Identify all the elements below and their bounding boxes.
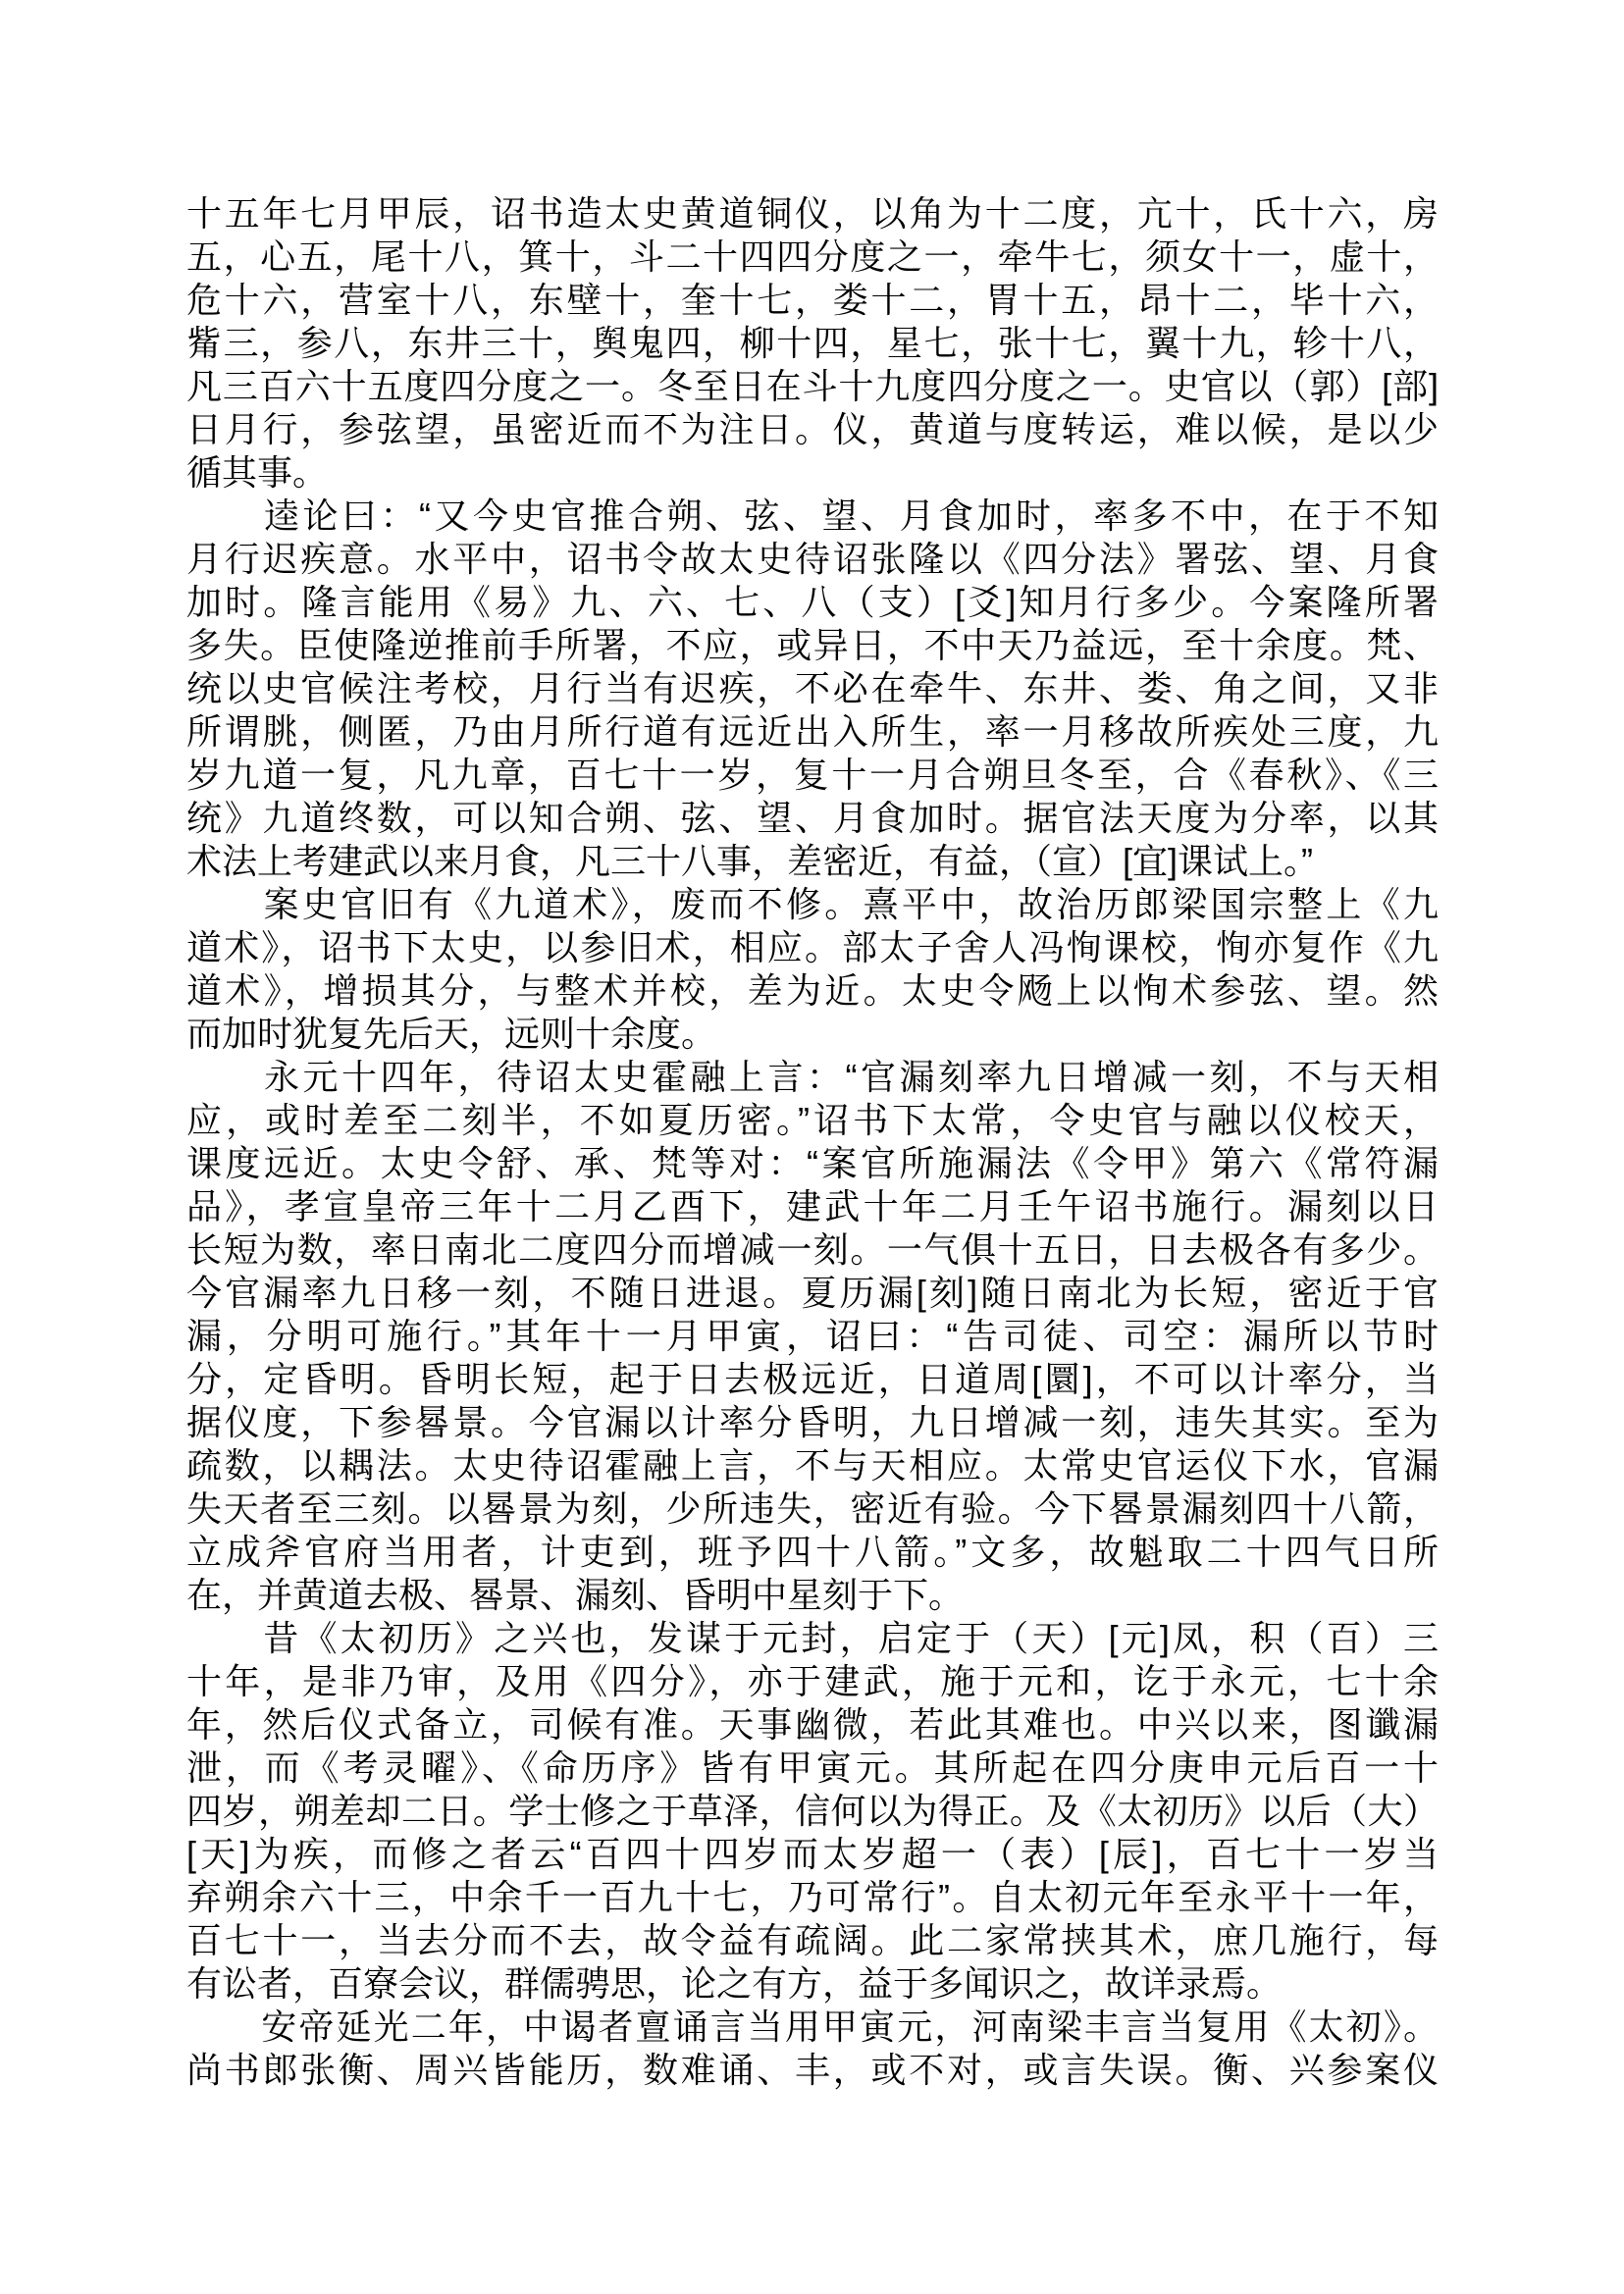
text-block	[186, 192, 1439, 2092]
text-line: 立成斧官府当用者，计吏到，班予四十八箭。”文多，故魁取二十四气日所	[186, 1532, 1439, 1572]
text-line: 在，并黄道去极、晷景、漏刻、昏明中星刻于下。	[186, 1575, 965, 1615]
text-line: 品》，孝宣皇帝三年十二月乙酉下，建武十年二月壬午诏书施行。漏刻以日	[186, 1186, 1439, 1226]
text-line: 所谓朓，侧匿，乃由月所行道有远近出入所生，率一月移故所疾处三度，九	[186, 711, 1439, 752]
text-line: 漏，分明可施行。”其年十一月甲寅，诏曰：“告司徒、司空：漏所以节时	[186, 1316, 1439, 1356]
text-line: 岁九道一复，凡九章，百七十一岁，复十一月合朔旦冬至，合《春秋》、《三	[186, 755, 1439, 795]
text-line: 弃朔余六十三，中余千一百九十七，乃可常行”。自太初元年至永平十一年，	[186, 1877, 1439, 1917]
text-line: 长短为数，率日南北二度四分而增减一刻。一气俱十五日，日去极各有多少。	[186, 1229, 1439, 1270]
text-line: 永元十四年，待诏太史霍融上言：“官漏刻率九日增减一刻，不与天相	[186, 1057, 1439, 1097]
text-line: 多失。臣使隆逆推前手所署，不应，或异日，不中天乃益远，至十余度。梵、	[186, 625, 1439, 665]
text-line: 觜三，参八，东井三十，舆鬼四，柳十四，星七，张十七，翼十九，轸十八，	[186, 323, 1439, 363]
text-line: 统以史官候注考校，月行当有迟疾，不必在牵牛、东井、娄、角之间，又非	[186, 668, 1439, 708]
text-line: 危十六，营室十八，东壁十，奎十七，娄十二，胃十五，昂十二，毕十六，	[186, 280, 1439, 320]
text-line: 凡三百六十五度四分度之一。冬至日在斗十九度四分度之一。史官以（郭）[部]	[186, 366, 1439, 406]
text-line: 昔《太初历》之兴也，发谋于元封，启定于（天）[元]凤，积（百）三	[186, 1618, 1439, 1658]
text-line: 分，定昏明。昏明长短，起于日去极远近，日道周[圜]，不可以计率分，当	[186, 1359, 1439, 1399]
text-line: 百七十一，当去分而不去，故令益有疏阔。此二家常挟其术，庶几施行，每	[186, 1920, 1439, 1960]
text-line: 失天者至三刻。以晷景为刻，少所违失，密近有验。今下晷景漏刻四十八箭，	[186, 1488, 1439, 1529]
text-line: 术法上考建武以来月食，凡三十八事，差密近，有益，（宣）[宜]课试上。”	[186, 841, 1313, 881]
text-line: 五，心五，尾十八，箕十，斗二十四四分度之一，牵牛七，须女十一，虚十，	[186, 236, 1439, 277]
text-line: 四岁，朔差却二日。学士修之于草泽，信何以为得正。及《太初历》以后（大）	[186, 1791, 1439, 1831]
text-line: 年，然后仪式备立，司候有准。天事幽微，若此其难也。中兴以来，图谶漏	[186, 1704, 1439, 1745]
text-line: 今官漏率九日移一刻，不随日进退。夏历漏[刻]随日南北为长短，密近于官	[186, 1273, 1439, 1313]
text-line: [天]为疾，而修之者云“百四十四岁而太岁超一（表）[辰]，百七十一岁当	[186, 1834, 1439, 1874]
text-line: 加时。隆言能用《易》九、六、七、八（支）[爻]知月行多少。今案隆所署	[186, 582, 1439, 622]
text-line: 泄，而《考灵曜》、《命历序》皆有甲寅元。其所起在四分庚申元后百一十	[186, 1747, 1439, 1788]
text-line: 有讼者，百寮会议，群儒骋思，论之有方，益于多闻识之，故详录焉。	[186, 1963, 1283, 2004]
text-line: 循其事。	[186, 452, 329, 493]
text-line: 十年，是非乃审，及用《四分》，亦于建武，施于元和，讫于永元，七十余	[186, 1661, 1439, 1701]
text-line: 统》九道终数，可以知合朔、弦、望、月食加时。据官法天度为分率，以其	[186, 798, 1439, 838]
text-line: 逵论曰：“又今史官推合朔、弦、望、月食加时，率多不中，在于不知	[186, 495, 1439, 536]
text-line: 据仪度，下参晷景。今官漏以计率分昏明，九日增减一刻，违失其实。至为	[186, 1402, 1439, 1442]
text-line: 应，或时差至二刻半，不如夏历密。”诏书下太常，令史官与融以仪校天，	[186, 1100, 1439, 1140]
text-line: 十五年七月甲辰，诏书造太史黄道铜仪，以角为十二度，亢十，氏十六，房	[186, 193, 1439, 234]
text-line: 日月行，参弦望，虽密近而不为注日。仪，黄道与度转运，难以候，是以少	[186, 409, 1439, 449]
text-line: 案史官旧有《九道术》，废而不修。熹平中，故治历郎梁国宗整上《九	[186, 884, 1439, 924]
text-line: 安帝延光二年，中谒者亶诵言当用甲寅元，河南梁丰言当复用《太初》。	[186, 2007, 1439, 2047]
text-line: 月行迟疾意。水平中，诏书令故太史待诏张隆以《四分法》署弦、望、月食	[186, 539, 1439, 579]
text-line: 疏数，以耦法。太史待诏霍融上言，不与天相应。太常史官运仪下水，官漏	[186, 1445, 1439, 1486]
text-line: 道术》，增损其分，与整术并校，差为近。太史令飏上以恂术参弦、望。然	[186, 970, 1439, 1011]
text-line: 而加时犹复先后天，远则十余度。	[186, 1014, 717, 1054]
text-line: 课度远近。太史令舒、承、梵等对：“案官所施漏法《令甲》第六《常符漏	[186, 1143, 1439, 1183]
text-line: 尚书郎张衡、周兴皆能历，数难诵、丰，或不对，或言失误。衡、兴参案仪	[186, 2050, 1439, 2090]
text-line: 道术》，诏书下太史，以参旧术，相应。部太子舍人冯恂课校，恂亦复作《九	[186, 927, 1439, 967]
